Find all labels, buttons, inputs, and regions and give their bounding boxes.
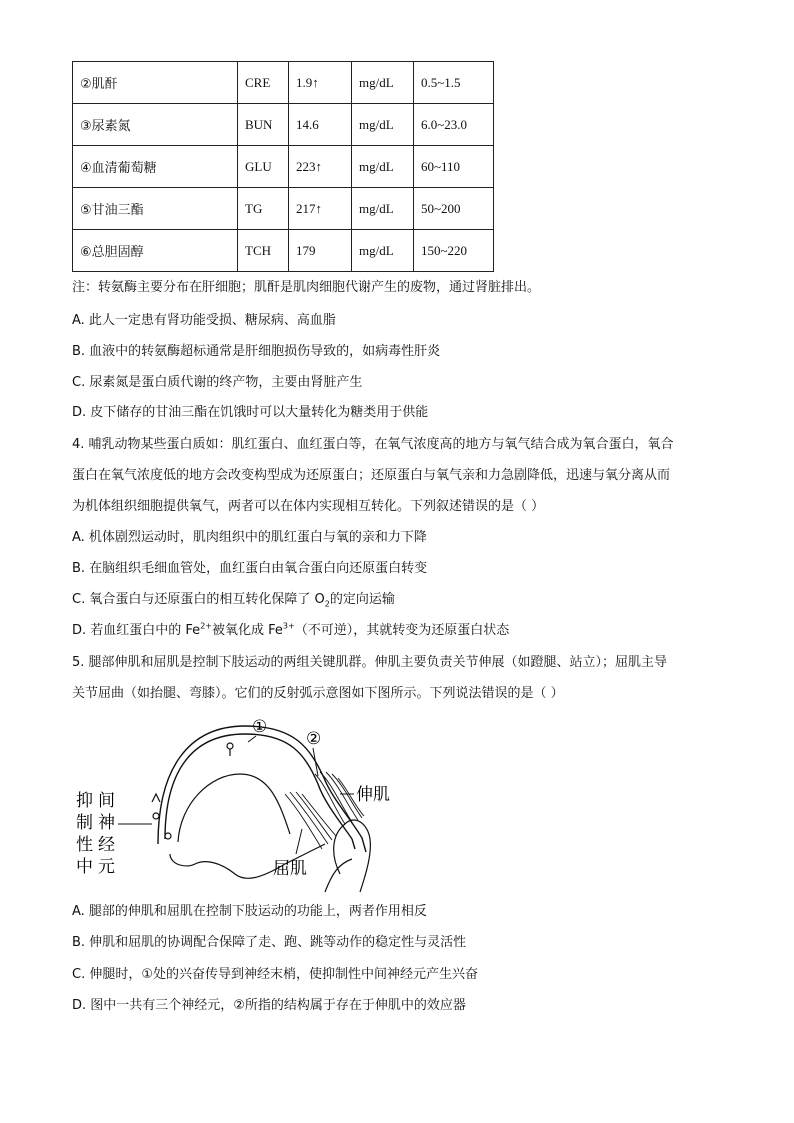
test-unit-cell: mg/dL [352,104,414,146]
interneuron-label [76,791,115,877]
q5-option-b: B. 伸肌和屈肌的协调配合保障了走、跑、跳等动作的稳定性与灵活性 [72,935,467,950]
label-1: ① [252,717,268,737]
flexor-muscle-icon [285,792,336,849]
q5-option-c: C. 伸腿时，①处的兴奋传导到神经末梢，使抑制性中间神经元产生兴奋 [72,967,478,982]
q3-option-b: B. 血液中的转氨酶超标通常是肝细胞损伤导致的，如病毒性肝炎 [72,344,441,359]
table-row [73,230,494,272]
flexor-pointer [296,829,302,854]
q4-option-b: B. 在脑组织毛细血管处，血红蛋白由氧合蛋白向还原蛋白转变 [72,561,428,576]
test-code-cell: GLU [238,146,289,188]
extensor-label: 伸肌 [356,785,390,805]
synapse-icon [165,833,171,839]
q3-option-a: A. 此人一定患有肾功能受损、糖尿病、高血脂 [72,313,336,328]
q4-stem-line3: 为机体组织细胞提供氧气，两者可以在体内实现相互转化。下列叙述错误的是（ ） [72,499,545,514]
test-code-cell: TG [238,188,289,230]
lab-results-table [72,61,494,272]
reference-range-cell: 0.5~1.5 [414,62,494,104]
leg-outline [325,859,352,892]
synapse-icon [153,813,159,819]
reference-range-cell: 150~220 [414,230,494,272]
flexor-label: 屈肌 [273,859,307,879]
interneuron-char: 经 [98,835,115,855]
table-row [73,104,494,146]
interneuron-char: 中 [76,857,93,877]
neuron-terminal-icon [152,794,160,802]
test-code-cell: BUN [238,104,289,146]
interneuron-char: 神 [98,813,115,833]
test-value-cell: 217↑ [289,188,352,230]
test-code-cell: CRE [238,62,289,104]
test-value-cell: 223↑ [289,146,352,188]
test-name-cell: ④血清葡萄糖 [73,146,238,188]
test-unit-cell: mg/dL [352,146,414,188]
test-name-cell: ⑤甘油三酯 [73,188,238,230]
test-code-cell: TCH [238,230,289,272]
q3-option-d: D. 皮下储存的甘油三酯在饥饿时可以大量转化为糖类用于供能 [72,405,429,420]
interneuron-char: 制 [76,813,93,833]
q3-option-c: C. 尿素氮是蛋白质代谢的终产物，主要由肾脏产生 [72,375,363,390]
reference-range-cell: 60~110 [414,146,494,188]
test-name-cell: ⑥总胆固醇 [73,230,238,272]
q4-option-c: C. 氧合蛋白与还原蛋白的相互转化保障了 $O_2$的定向运输 [72,592,395,609]
test-value-cell: 1.9↑ [289,62,352,104]
q4-option-d: D. 若血红蛋白中的 $Fe^{2+}$被氧化成 $Fe^{3+}$（不可逆），其就转变为还原蛋白状态 [72,621,510,638]
label-2: ② [306,729,322,749]
test-value-cell: 179 [289,230,352,272]
reference-range-cell: 6.0~23.0 [414,104,494,146]
interneuron-char: 元 [98,857,115,877]
knee-bone-outline [334,820,371,892]
label-2-pointer [313,748,318,776]
interneuron-char: 性 [76,835,93,855]
test-name-cell: ②肌酐 [73,62,238,104]
test-unit-cell: mg/dL [352,188,414,230]
inner-arc [178,774,290,842]
test-unit-cell: mg/dL [352,230,414,272]
table-row [73,62,494,104]
reflex-arc-figure [70,714,410,894]
q5-stem-line2: 关节屈曲（如抬腿、弯膝）。它们的反射弧示意图如下图所示。下列说法错误的是（ ） [72,686,564,701]
table-note: 注：转氨酶主要分布在肝细胞；肌酐是肌肉细胞代谢产生的废物，通过肾脏排出。 [72,280,541,295]
q5-option-a: A. 腿部的伸肌和屈肌在控制下肢运动的功能上，两者作用相反 [72,904,427,919]
table-row [73,188,494,230]
q4-stem-line2: 蛋白在氧气浓度低的地方会改变构型成为还原蛋白；还原蛋白与氧气亲和力急剧降低，迅速与氧分离从而 [72,468,671,483]
test-name-cell: ③尿素氮 [73,104,238,146]
test-value-cell: 14.6 [289,104,352,146]
q5-option-d: D. 图中一共有三个神经元，②所指的结构属于存在于伸肌中的效应器 [72,998,466,1013]
table-row [73,146,494,188]
q5-stem-line1: 5. 腿部伸肌和屈肌是控制下肢运动的两组关键肌群。伸肌主要负责关节伸展（如蹬腿、站立）；屈肌主导 [72,655,668,670]
outer-nerve-path [158,726,366,852]
reference-range-cell: 50~200 [414,188,494,230]
ganglion-icon [227,743,233,749]
interneuron-char: 抑 [76,791,93,811]
q4-option-a: A. 机体剧烈运动时，肌肉组织中的肌红蛋白与氧的亲和力下降 [72,530,427,545]
interneuron-char: 间 [98,791,115,811]
test-unit-cell: mg/dL [352,62,414,104]
q4-stem-line1: 4. 哺乳动物某些蛋白质如：肌红蛋白、血红蛋白等，在氧气浓度高的地方与氧气结合成为氧合蛋白，氧合 [72,437,674,452]
